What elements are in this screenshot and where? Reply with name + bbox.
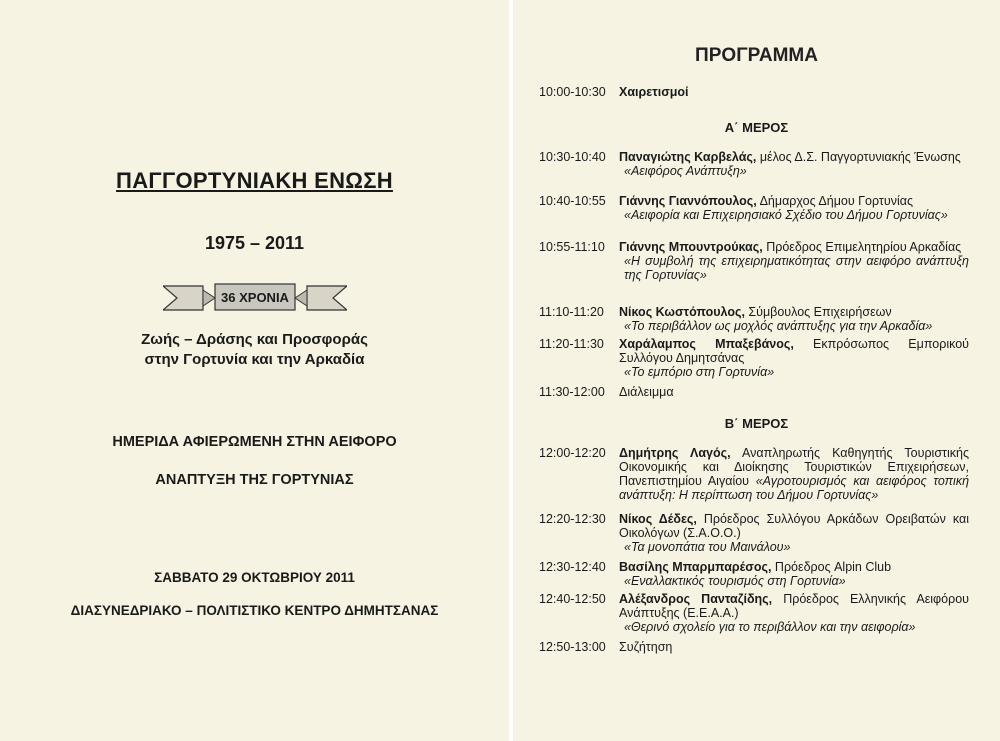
speaker-role: Αναπληρωτής Καθηγητής Τουριστικής Οικονομικής και Διοίκησης Τουριστικών Επιχειρήσεων, Πανεπιστημίου Αιγαίου [619, 446, 969, 488]
slot-time: 11:30-12:00 [539, 385, 605, 399]
speaker-name: Νίκος Δέδες, [619, 512, 697, 526]
slot-time: 12:40-12:50 [539, 592, 606, 606]
slot-details [619, 150, 969, 178]
slot-details [619, 512, 969, 554]
speaker-role: Πρόεδρος Alpin Club [771, 560, 892, 574]
talk-topic: «Το περιβάλλον ως μοχλός ανάπτυξης για την Αρκαδία» [624, 319, 933, 333]
event-venue: ΔΙΑΣΥΝΕΔΡΙΑΚΟ – ΠΟΛΙΤΙΣΤΙΚΟ ΚΕΝΤΡΟ ΔΗΜΗΤΣΑΝΑΣ [70, 603, 439, 618]
seminar-title-line-2: ΑΝΑΠΤΥΞΗ ΤΗΣ ΓΟΡΤΥΝΙΑΣ [155, 472, 354, 488]
slot-details [619, 240, 969, 282]
slot-label: Συζήτηση [619, 640, 673, 654]
slot-time: 12:30-12:40 [539, 560, 606, 574]
slot-details [619, 592, 969, 634]
speaker-role: Σύμβουλος Επιχειρήσεων [744, 305, 892, 319]
part-a-title: Α΄ ΜΕΡΟΣ [724, 120, 789, 135]
talk-topic: «Εναλλακτικός τουρισμός στη Γορτυνία» [624, 574, 846, 588]
slot-details [619, 446, 969, 502]
slot-details [619, 337, 969, 379]
speaker-name: Αλέξανδρος Πανταζίδης, [619, 592, 773, 606]
program-title: ΠΡΟΓΡΑΜΜΑ [695, 45, 818, 66]
slot-label: Διάλειμμα [619, 385, 674, 399]
speaker-name: Χαράλαμπος Μπαξεβάνος, [619, 337, 794, 351]
speaker-role: Δήμαρχος Δήμου Γορτυνίας [756, 194, 913, 208]
tagline-line-2: στην Γορτυνία και την Αρκαδία [144, 351, 365, 368]
speaker-name: Παναγιώτης Καρβελάς, [619, 150, 757, 164]
speaker-name: Βασίλης Μπαρμπαρέσος, [619, 560, 772, 574]
speaker-name: Νίκος Κωστόπουλος, [619, 305, 745, 319]
talk-topic: «Αγροτουρισμός και αειφόρος τοπική ανάπτυξη: Η περίπτωση του Δήμου Γορτυνίας» [619, 474, 970, 502]
speaker-role: Πρόεδρος Επιμελητηρίου Αρκαδίας [762, 240, 962, 254]
talk-topic: «Αειφόρος Ανάπτυξη» [624, 164, 747, 178]
talk-topic: «Η συμβολή της επιχειρηματικότητας στην αειφόρο ανάπτυξη της Γορτυνίας» [624, 254, 969, 282]
speaker-role: μέλος Δ.Σ. Παγγορτυνιακής Ένωσης [756, 150, 961, 164]
tagline-line-1: Ζωής – Δράσης και Προσφοράς [141, 331, 368, 348]
slot-label: Χαιρετισμοί [619, 85, 689, 99]
talk-topic: «Το εμπόριο στη Γορτυνία» [624, 365, 775, 379]
event-date: ΣΑΒΒΑΤΟ 29 ΟΚΤΩΒΡΙΟΥ 2011 [154, 570, 355, 585]
talk-topic: «Τα μονοπάτια του Μαινάλου» [624, 540, 791, 554]
speaker-role: Εκπρόσωπος Εμπορικού Συλλόγου Δημητσάνας [619, 337, 969, 365]
speaker-role: Πρόεδρος Συλλόγου Αρκάδων Ορειβατών και Οικολόγων (Σ.Α.Ο.Ο.) [619, 512, 969, 540]
slot-time: 12:00-12:20 [539, 446, 606, 460]
speaker-name: Δημήτρης Λαγός, [619, 446, 731, 460]
slot-details [619, 194, 969, 222]
speaker-role: Πρόεδρος Ελληνικής Αειφόρου Ανάπτυξης (Ε.Ε.Α.Α.) [619, 592, 970, 620]
speaker-name: Γιάννης Μπουντρούκας, [619, 240, 763, 254]
anniversary-label: 36 ΧΡΟΝΙΑ [221, 290, 289, 305]
talk-topic: «Θερινό σχολείο για το περιβάλλον και την αειφορία» [624, 620, 916, 634]
slot-time: 11:20-11:30 [539, 337, 604, 351]
slot-time: 12:50-13:00 [539, 640, 606, 654]
organization-title: ΠΑΓΓΟΡΤΥΝΙΑΚΗ ΕΝΩΣΗ [116, 168, 393, 193]
slot-time: 10:55-11:10 [539, 240, 605, 254]
slot-details [619, 560, 969, 588]
part-b-title: Β΄ ΜΕΡΟΣ [724, 416, 789, 431]
slot-time: 12:20-12:30 [539, 512, 606, 526]
tagline [0, 330, 509, 370]
seminar-title-line-1: ΗΜΕΡΙΔΑ ΑΦΙΕΡΩΜΕΝΗ ΣΤΗΝ ΑΕΙΦΟΡΟ [112, 434, 397, 450]
speaker-name: Γιάννης Γιαννόπουλος, [619, 194, 757, 208]
years-range: 1975 – 2011 [204, 233, 305, 253]
slot-time: 10:40-10:55 [539, 194, 606, 208]
slot-details [619, 305, 969, 333]
slot-time: 10:00-10:30 [539, 85, 606, 99]
slot-time: 10:30-10:40 [539, 150, 606, 164]
talk-topic: «Αειφορία και Επιχειρησιακό Σχέδιο του Δήμου Γορτυνίας» [624, 208, 948, 222]
slot-time: 11:10-11:20 [539, 305, 604, 319]
